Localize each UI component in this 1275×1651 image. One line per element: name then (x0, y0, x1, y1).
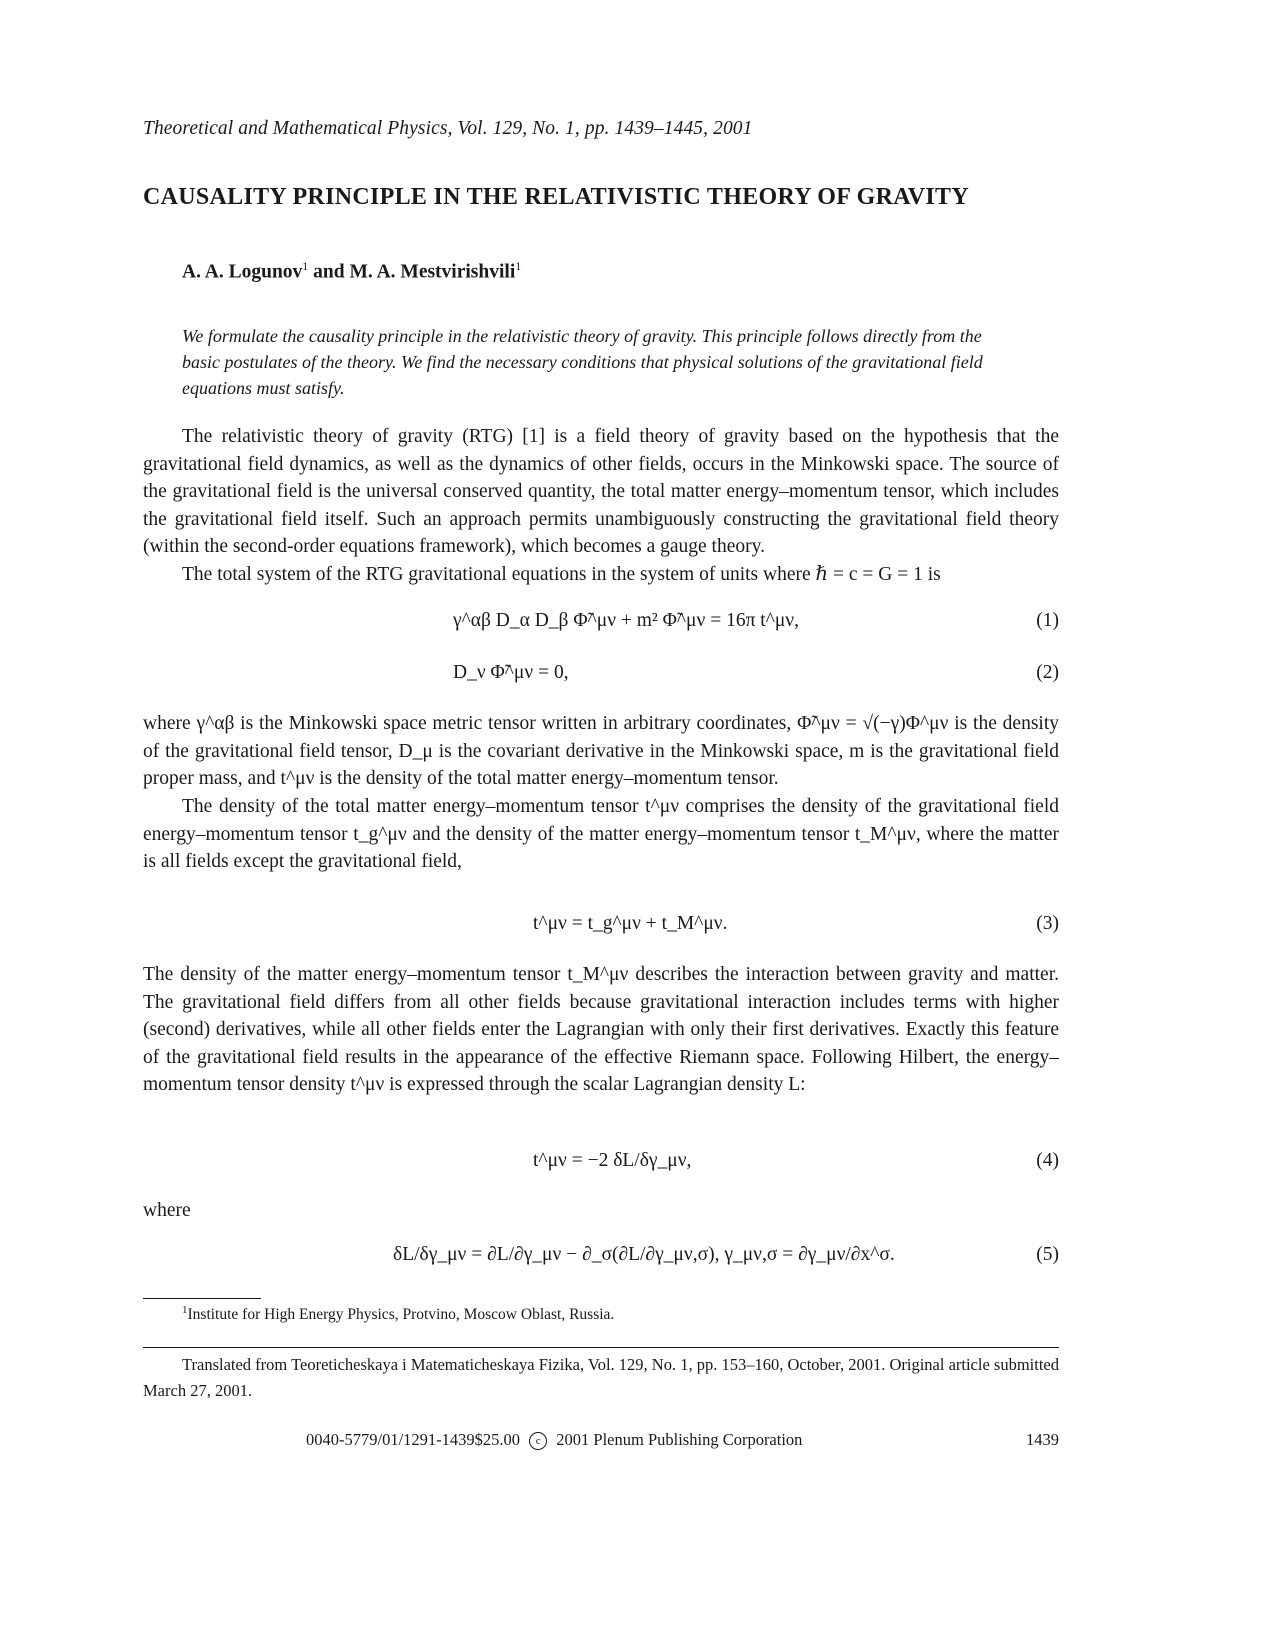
affiliation-mark-1: 1 (302, 259, 309, 273)
equation-2-body: D_ν Φ̃^μν = 0, (453, 662, 569, 683)
where-text: where (143, 1200, 191, 1221)
equation-3-body: t^μν = t_g^μν + t_M^μν. (533, 913, 728, 934)
equation-4-body: t^μν = −2 δL/δγ_μν, (533, 1150, 692, 1171)
journal-header: Theoretical and Mathematical Physics, Vol. 129, No. 1, pp. 1439–1445, 2001 (143, 118, 753, 139)
equation-4 (143, 1144, 1059, 1184)
footer-publication-info (306, 1430, 802, 1450)
equation-5 (143, 1238, 1059, 1278)
equation-1 (143, 604, 1059, 644)
paragraph-1: The relativistic theory of gravity (RTG) [1] is a field theory of gravity based on the hypothesis that the gravitational field dynamics, as well as the dynamics of other fields, occurs in the Minkowski space. The source of the gravitational field is the universal conserved quantity, the total matter energy–momentum tensor, which includes the gravitational field itself. Such an approach permits unambiguously constructing the gravitational field theory (within the second-order equations framework), which becomes a gauge theory. (143, 426, 1059, 557)
paragraph-2: The total system of the RTG gravitational equations in the system of units where ℏ = c = G = 1 is (182, 564, 941, 585)
authors (182, 259, 521, 284)
author-1: A. A. Logunov (182, 261, 303, 283)
authors-and: and (313, 261, 345, 283)
translation-note: Translated from Teoreticheskaya i Matematicheskaya Fizika, Vol. 129, No. 1, pp. 153–160, October, 2001. Original article submitted March 27, 2001. (143, 1355, 1059, 1400)
equation-4-number: (4) (1036, 1150, 1059, 1171)
equation-1-number: (1) (1036, 610, 1059, 631)
equation-2 (143, 656, 1059, 696)
footer-code: 0040-5779/01/1291-1439$25.00 (306, 1430, 521, 1449)
footnote-rule (143, 1298, 261, 1299)
footnote-text: Institute for High Energy Physics, Protvino, Moscow Oblast, Russia. (187, 1306, 615, 1324)
author-2: M. A. Mestvirishvili (349, 261, 516, 283)
page-number: 1439 (1026, 1430, 1059, 1449)
paragraph-5: The density of the matter energy–momentum tensor t_M^μν describes the interaction between gravity and matter. The gravitational field differs from all other fields because gravitational interaction includes terms with higher (second) derivatives, while all other fields enter the Lagrangian with only their first derivatives. Exactly this feature of the gravitational field results in the appearance of the effective Riemann space. Following Hilbert, the energy–momentum tensor density t^μν is expressed through the scalar Lagrangian density L: (143, 964, 1059, 1095)
equation-2-number: (2) (1036, 662, 1059, 683)
paragraph-3: where γ^αβ is the Minkowski space metric tensor written in arbitrary coordinates, Φ̃^μν = √(−γ)Φ^μν is the density of the gravitational field tensor, D_μ is the covariant derivative in the Minkowski space, m is the gravitational field proper mass, and t^μν is the density of the total matter energy–momentum tensor. (143, 713, 1059, 789)
equation-5-body: δL/δγ_μν = ∂L/∂γ_μν − ∂_σ(∂L/∂γ_μν,σ), γ_μν,σ = ∂γ_μν/∂x^σ. (393, 1244, 895, 1265)
equation-3-number: (3) (1036, 913, 1059, 934)
paper-title: CAUSALITY PRINCIPLE IN THE RELATIVISTIC THEORY OF GRAVITY (143, 184, 969, 210)
footer-publisher: 2001 Plenum Publishing Corporation (556, 1430, 803, 1449)
footnote (182, 1304, 614, 1324)
copyright-icon: c (529, 1432, 547, 1450)
equation-1-body: γ^αβ D_α D_β Φ̃^μν + m² Φ̃^μν = 16π t^μν, (453, 610, 800, 631)
equation-3 (143, 907, 1059, 947)
abstract: We formulate the causality principle in the relativistic theory of gravity. This principle follows directly from the basic postulates of the theory. We find the necessary conditions that physical solutions of the gravitational field equations must satisfy. (182, 326, 983, 398)
bottom-rule (143, 1347, 1059, 1348)
affiliation-mark-2: 1 (515, 259, 522, 273)
footnote-mark: 1 (182, 1304, 188, 1316)
equation-5-number: (5) (1036, 1244, 1059, 1265)
paragraph-4: The density of the total matter energy–momentum tensor t^μν comprises the density of the gravitational field energy–momentum tensor t_g^μν and the density of the matter energy–momentum tensor t_M^μν, where the matter is all fields except the gravitational field, (143, 796, 1059, 872)
